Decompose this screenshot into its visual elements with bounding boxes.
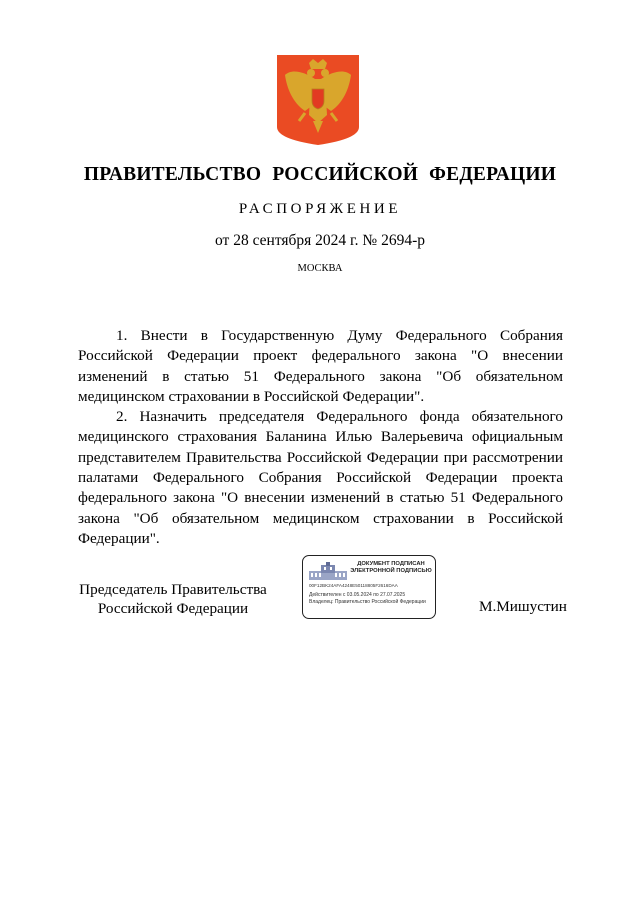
e-signature-stamp (302, 555, 436, 619)
stamp-validity: Действителен с 03.05.2024 по 27.07.2025 (309, 592, 406, 598)
stamp-serial: 00F12BK24AFA4248E50118805F2616DAA (309, 583, 398, 588)
document-body (78, 326, 563, 549)
document-type: РАСПОРЯЖЕНИЕ (238, 201, 402, 217)
stamp-owner: Владелец: Правительство Российской Федерации (309, 599, 426, 605)
document-city: МОСКВА (297, 263, 343, 274)
signatory-name: М.Мишустин (479, 598, 567, 615)
organization-title: ПРАВИТЕЛЬСТВО РОССИЙСКОЙ ФЕДЕРАЦИИ (83, 164, 557, 185)
coat-of-arms-icon (277, 55, 359, 145)
position-line-2: Российской Федерации (97, 600, 249, 617)
signatory-position (78, 580, 268, 618)
position-line-1: Председатель Правительства (79, 581, 267, 598)
stamp-title-line-1: ДОКУМЕНТ ПОДПИСАН (357, 561, 425, 567)
document-date: от 28 сентября 2024 г. № 2694-р (215, 232, 425, 249)
stamp-title-line-2: ЭЛЕКТРОННОЙ ПОДПИСЬЮ (350, 568, 432, 574)
paragraph-2: 2. Назначить председателя Федерального фонда обязательного медицинского страхования Баланина Илью Валерьевича официальным представителем Правительства Российской Федерации при рассмотрении палатами Федерального Собрания Российской Федерации проекта федерального закона "О внесении изменений в статью 51 Федерального закона "Об обязательном медицинском страховании в Российской Федерации". (78, 408, 563, 547)
building-icon (309, 562, 347, 580)
stamp-title (349, 561, 433, 575)
paragraph-1: 1. Внести в Государственную Думу Федерального Собрания Российской Федерации проект федерального закона "О внесении изменений в статью 51 Федерального закона "Об обязательном медицинском страховании в Российской Федерации". (78, 327, 563, 405)
